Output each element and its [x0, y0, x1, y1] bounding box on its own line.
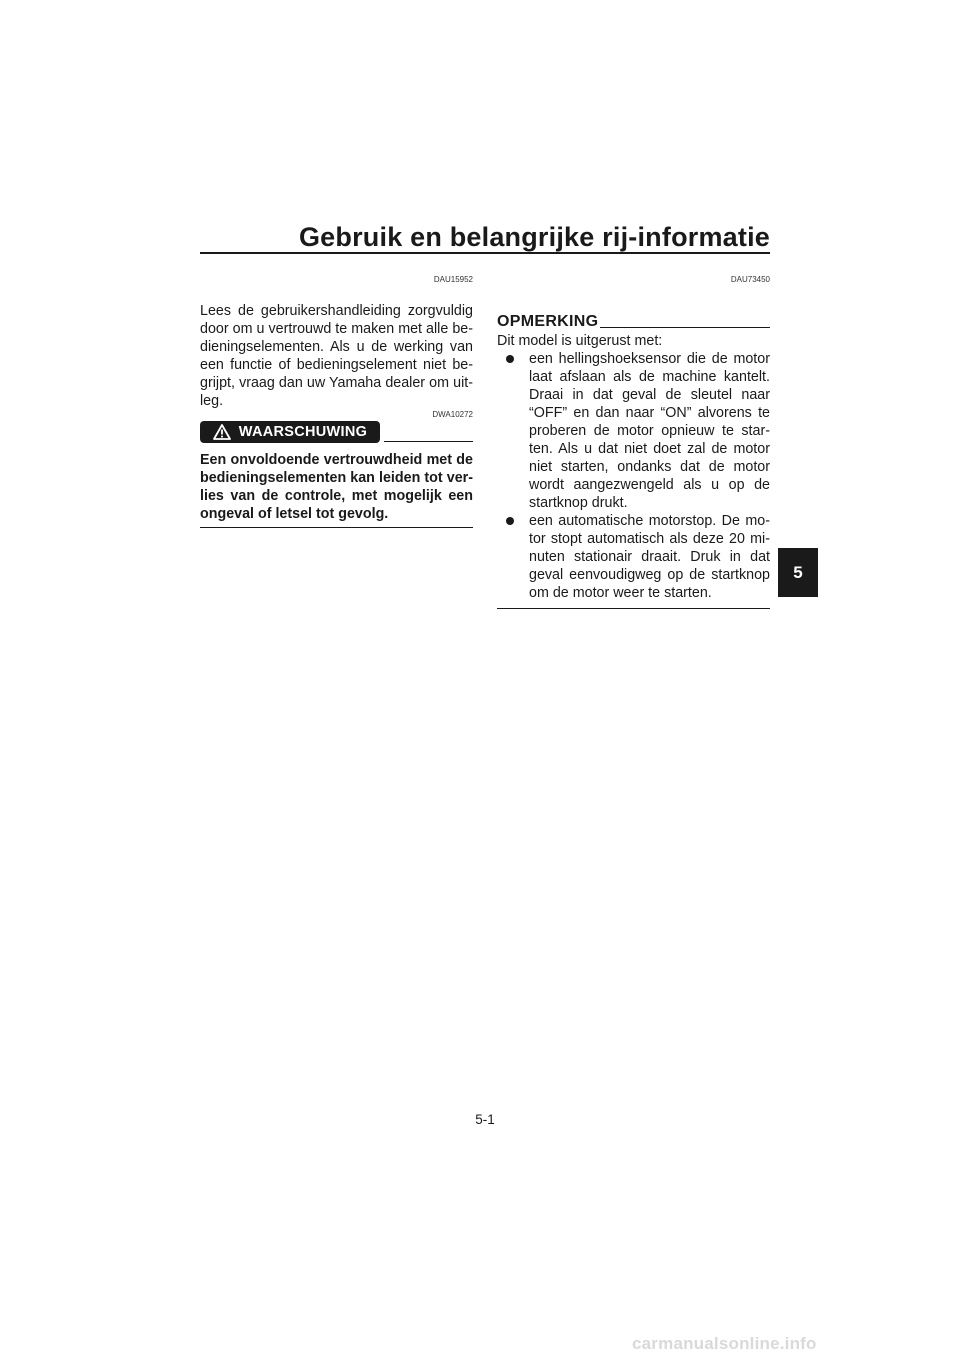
note-intro: Dit model is uitgerust met: — [497, 333, 663, 349]
bullet-icon — [506, 517, 514, 525]
warning-text: Een onvoldoende vertrouwdheid met de bedieningselementen kan leiden tot ver-lies van de controle, met mogelijk een ongeval of letsel tot gevolg. — [200, 452, 473, 522]
intro-paragraph: Lees de gebruikershandleiding zorgvuldig door om u vertrouwd te maken met alle be-dieningselementen. Als u de werking van een functie of bedieningselement niet be-grijpt, vraag dan uw Yamaha dealer om uit-leg. — [200, 303, 473, 409]
bullet-text: een hellingshoeksensor die de motor laat afslaan als de machine kantelt. Draai in dat geval de sleutel naar “OFF” en dan naar “ON” alvorens te proberen de motor opnieuw te star-ten. Als u dat niet doet zal de motor niet starten, ondanks dat de motor wordt aangezwengeld als u op de startknop drukt. — [529, 351, 770, 511]
bullet-icon — [506, 355, 514, 363]
warning-header — [200, 421, 473, 443]
title-rule — [200, 252, 770, 254]
note-heading: OPMERKING — [497, 313, 599, 330]
warning-code: DWA10272 — [432, 410, 473, 419]
note-bullet-list — [497, 350, 770, 602]
warning-end-rule — [200, 527, 473, 528]
note-end-rule — [497, 608, 770, 609]
list-item — [497, 512, 770, 602]
warning-badge — [200, 421, 380, 443]
page-number: 5-1 — [475, 1112, 495, 1127]
chapter-tab: 5 — [778, 548, 818, 597]
warning-triangle-icon — [213, 424, 231, 440]
note-code: DAU73450 — [730, 275, 770, 284]
list-item — [497, 350, 770, 512]
warning-label: WAARSCHUWING — [238, 424, 368, 440]
warning-rule — [384, 441, 473, 442]
watermark: carmanualsonline.info — [632, 1334, 817, 1353]
note-heading-rule — [600, 327, 770, 328]
bullet-text: een automatische motorstop. De mo-tor stopt automatisch als deze 20 mi-nuten stationair draait. Druk in dat geval eenvoudigweg op de startknop om de motor weer te starten. — [529, 513, 770, 601]
page-title: Gebruik en belangrijke rij-informatie — [298, 222, 770, 252]
section-code: DAU15952 — [433, 275, 473, 284]
